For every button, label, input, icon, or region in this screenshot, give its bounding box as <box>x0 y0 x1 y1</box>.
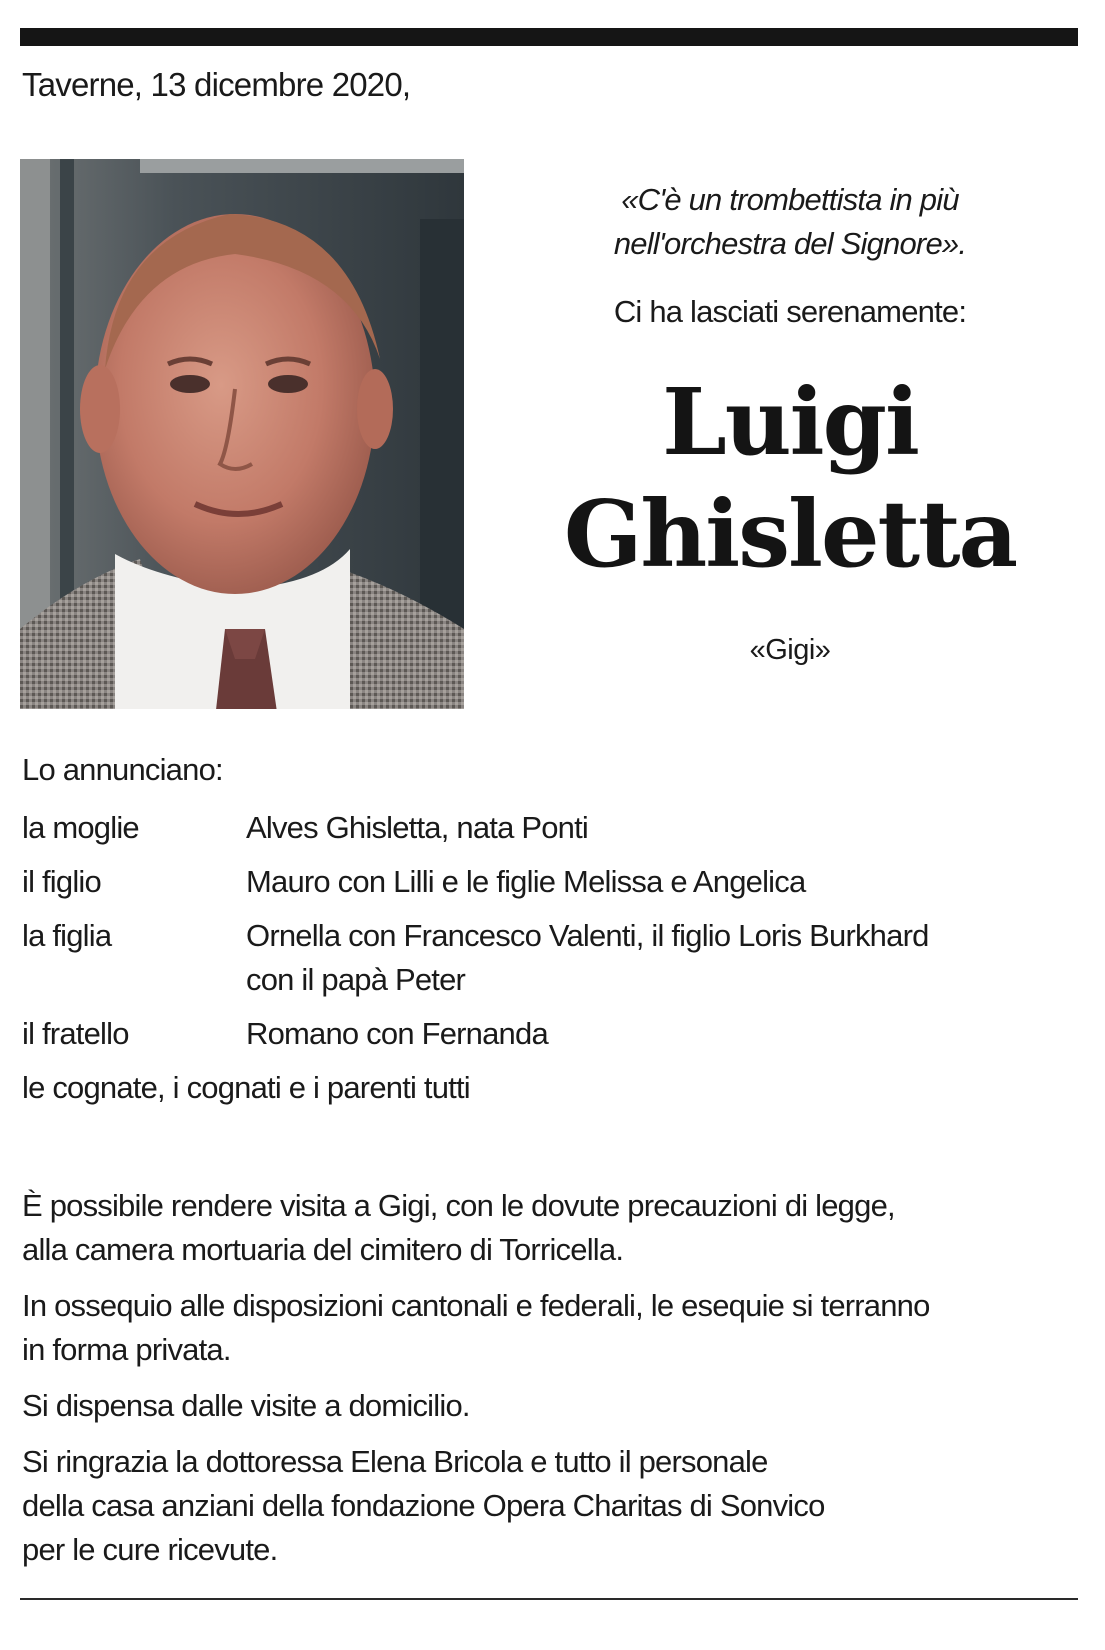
note-line: della casa anziani della fondazione Opera Charitas di Sonvico <box>22 1488 825 1523</box>
note-paragraph <box>22 1284 1082 1372</box>
note-line: alla camera mortuaria del cimitero di Torricella. <box>22 1232 624 1267</box>
family-name-line: Romano con Fernanda <box>246 1016 548 1051</box>
family-row <box>22 1012 1082 1056</box>
family-name-line: Ornella con Francesco Valenti, il figlio Loris Burkhard <box>246 918 929 953</box>
note-paragraph <box>22 1384 1082 1428</box>
family-names <box>246 914 1082 1002</box>
family-row <box>22 914 1082 1002</box>
family-role: la figlia <box>22 918 112 953</box>
deceased-name <box>500 366 1080 590</box>
last-name: Ghisletta <box>563 480 1017 588</box>
family-role: il fratello <box>22 1016 129 1051</box>
quote-line-1: «C'è un trombettista in più <box>621 182 959 217</box>
note-line: Si dispensa dalle visite a domicilio. <box>22 1388 470 1423</box>
family-names <box>246 860 1082 904</box>
family-name-line: Mauro con Lilli e le figlie Melissa e Angelica <box>246 864 806 899</box>
family-row <box>22 806 1082 850</box>
portrait-photo <box>20 159 464 709</box>
intro-text: Ci ha lasciati serenamente: <box>613 294 967 329</box>
notes-section <box>22 1184 1082 1584</box>
top-divider <box>20 28 1078 46</box>
family-role: il figlio <box>22 864 101 899</box>
note-line: per le cure ricevute. <box>22 1532 278 1567</box>
note-line: in forma privata. <box>22 1332 231 1367</box>
first-name: Luigi <box>662 368 918 476</box>
note-paragraph <box>22 1440 1082 1572</box>
note-line: È possibile rendere visita a Gigi, con le dovute precauzioni di legge, <box>22 1188 895 1223</box>
quote-line-2: nell'orchestra del Signore». <box>613 226 967 261</box>
family-name-line: con il papà Peter <box>246 962 466 997</box>
family-names <box>246 806 1082 850</box>
family-names <box>246 1012 1082 1056</box>
family-role: la moglie <box>22 810 139 845</box>
family-list <box>22 806 1082 1110</box>
note-paragraph <box>22 1184 1082 1272</box>
nickname: «Gigi» <box>749 634 831 666</box>
bottom-divider <box>20 1598 1078 1600</box>
announcement-heading: Lo annunciano: <box>22 752 223 787</box>
family-row <box>22 860 1082 904</box>
notice-header <box>500 178 1080 667</box>
note-line: In ossequio alle disposizioni cantonali e federali, le esequie si terranno <box>22 1288 930 1323</box>
epitaph-quote <box>500 178 1080 266</box>
note-line: Si ringrazia la dottoressa Elena Bricola e tutto il personale <box>22 1444 768 1479</box>
other-relatives: le cognate, i cognati e i parenti tutti <box>22 1070 470 1105</box>
place-date: Taverne, 13 dicembre 2020, <box>22 66 411 103</box>
family-name-line: Alves Ghisletta, nata Ponti <box>246 810 588 845</box>
